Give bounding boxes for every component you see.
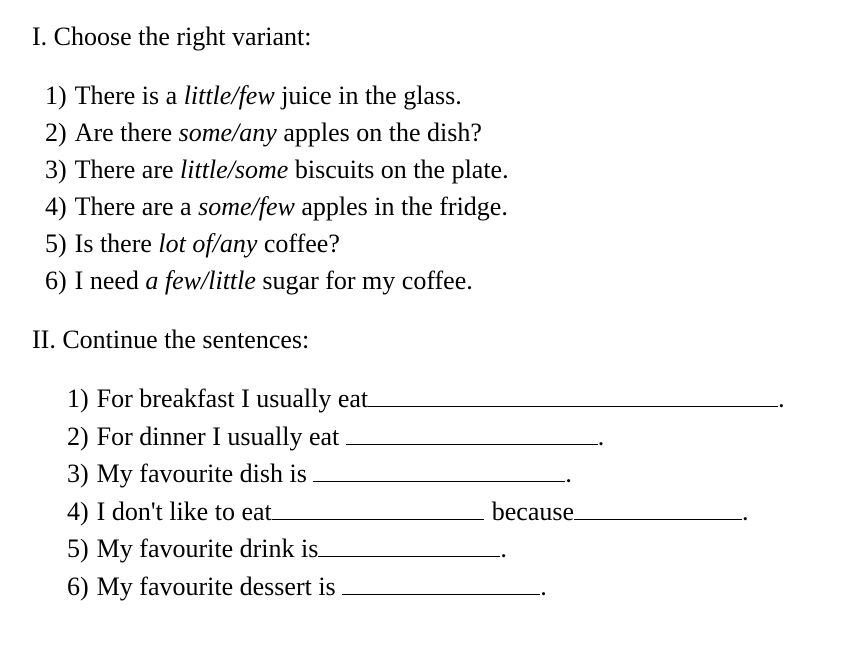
item-end: . [778,384,785,413]
answer-blank[interactable] [368,384,778,407]
item-text-pre: There is a [74,81,184,110]
item-number: 2) [45,118,67,147]
sentence-item-6 [67,572,547,600]
item-options: a few/little [145,266,256,295]
choice-item-1 [45,83,462,109]
item-text-post: biscuits on the plate. [288,155,509,184]
choice-item-2 [45,120,482,146]
item-text-post: apples on the dish? [276,118,482,147]
item-options: lot of/any [158,229,258,258]
section-2-title: II. Continue the sentences: [32,325,310,354]
choice-item-5 [45,231,340,257]
item-text-post: apples in the fridge. [294,192,508,221]
item-options: some/any [178,118,277,147]
item-text: For breakfast I usually eat [96,384,369,413]
item-text: My favourite dish is [96,459,314,488]
sentence-item-1 [67,384,785,412]
sentence-item-5 [67,534,507,562]
item-text-pre: There are a [74,192,199,221]
item-text: My favourite dessert is [96,572,343,601]
item-middle: because [491,497,575,526]
item-text-pre: I need [74,266,146,295]
choice-item-4 [45,194,508,220]
item-end: . [742,497,749,526]
item-number: 2) [67,422,89,451]
sentence-item-3 [67,459,572,487]
item-text-pre: There are [74,155,181,184]
sentence-item-2 [67,422,604,450]
item-number: 3) [67,459,89,488]
answer-blank[interactable] [272,497,484,520]
item-number: 4) [45,192,67,221]
item-text-post: juice in the glass. [274,81,462,110]
item-text: For dinner I usually eat [96,422,346,451]
choice-item-6 [45,268,473,294]
item-end: . [597,422,605,451]
item-end: . [500,534,507,563]
item-number: 1) [45,81,67,110]
item-text-pre: Is there [74,229,159,258]
item-text: My favourite drink is [96,534,319,563]
item-text-pre: Are there [74,118,179,147]
answer-blank[interactable] [346,422,598,445]
item-options: little/some [180,155,289,184]
sentence-item-4 [67,497,749,525]
item-text: I don't like to eat [96,497,272,526]
item-end: . [540,572,547,601]
item-end: . [565,459,572,488]
item-number: 3) [45,155,67,184]
answer-blank[interactable] [313,459,565,482]
item-number: 5) [67,534,89,563]
item-number: 6) [67,572,89,601]
item-options: little/few [183,81,275,110]
answer-blank[interactable] [574,497,742,520]
item-text-post: sugar for my coffee. [255,266,473,295]
item-number: 4) [67,497,89,526]
item-number: 6) [45,266,67,295]
answer-blank[interactable] [318,534,500,557]
item-number: 5) [45,229,67,258]
item-text-post: coffee? [257,229,340,258]
choice-item-3 [45,157,509,183]
answer-blank[interactable] [342,572,540,595]
section-1-title: I. Choose the right variant: [32,22,312,51]
item-options: some/few [198,192,295,221]
item-number: 1) [67,384,89,413]
